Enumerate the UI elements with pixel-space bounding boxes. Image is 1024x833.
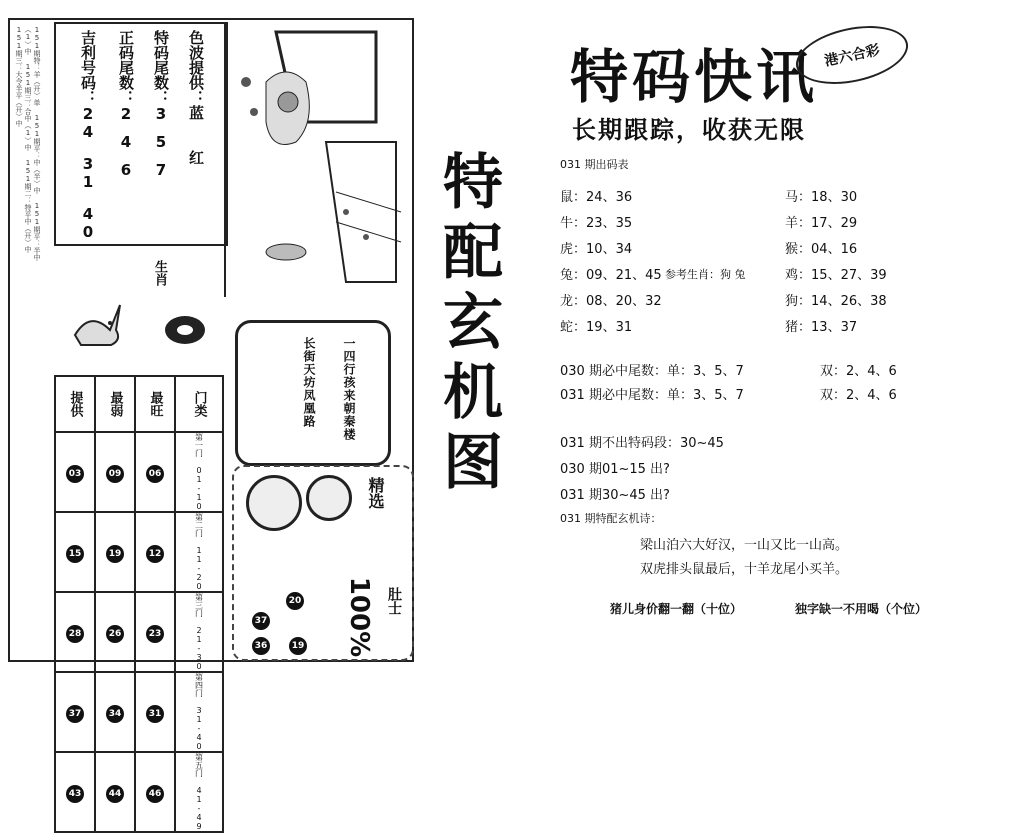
animal-badge: 生肖 [152,260,167,286]
table-title: 031 期出码表 [560,158,629,171]
info-block [54,22,228,246]
rat-icon [160,305,210,359]
zodiac-right-5: 猪：13、37 [785,320,858,335]
poem-line-2: 双虎排头鼠最后，十羊龙尾小买羊。 [640,562,849,577]
ref-zodiac: 参考生肖：狗 兔 [665,268,746,281]
tail-030-even: 双：2、4、6 [820,364,897,379]
poem-box-line-1: 一四行孩来朝秦楼 [342,337,356,441]
zodiac-left-4: 龙：08、20、32 [560,294,662,309]
info-col-4: 吉利号码：243140 [79,30,97,241]
subtitle: 长期跟踪，收获无限 [572,116,806,144]
big-label: 精选 [366,477,385,509]
tails-block [560,360,1000,410]
seg-1: 031 期不出特码段：30~45 [560,436,724,451]
note-0: 151期特：羊（开）单 [33,26,41,106]
rabbit-icon [65,295,125,359]
result-table [560,156,1000,336]
coin-ball: 37 [252,612,270,630]
tail-031-odd: 031 期必中尾数：单：3、5、7 [560,388,744,403]
gate-label: 第一门 01-10 [175,432,223,512]
footer [610,600,1010,624]
note-3: 151期三：合中（1）中 [24,63,32,151]
zodiac-right-3: 鸡：15、27、39 [785,268,887,283]
tiny-notes [14,26,41,276]
zodiac-right-0: 马：18、30 [785,190,858,205]
note-5: 151期三：大令半平（开）中 [15,26,23,127]
gate-hot-ball: 06 [146,465,164,483]
coin-ball: 19 [289,637,307,655]
poem-line-1: 梁山泊六大好汉，一山又比一山高。 [640,538,849,553]
gates-table-wrap [54,375,224,831]
info-col-1: 色波提供：蓝红 [187,30,205,165]
coin-icon [306,475,352,521]
seg-2: 030 期01~15 出? [560,462,670,477]
note-1: 151期平：中（半）中 [33,114,41,194]
pct-text: 100% [344,576,375,658]
tail-031-even: 双：2、4、6 [820,388,897,403]
zodiac-left-2: 虎：10、34 [560,242,633,257]
scroll-text: 肚士 [386,587,402,615]
info-col-3: 正码尾数：246 [117,30,135,179]
tail-030-odd: 030 期必中尾数：单：3、5、7 [560,364,744,379]
gate-row: 15 19 12 第二门 11-20 [55,512,223,592]
note-4: 151期二：特平中（开）中 [24,159,32,253]
coin-ball: 36 [252,637,270,655]
gate-head-tip: 提供 [55,376,95,432]
gate-weak-ball: 09 [106,465,124,483]
note-2: 151期平：半中（1）中 [24,26,41,261]
footer-2: 独字缺一不用喝（个位） [795,602,928,616]
cartoon-svg [226,22,410,297]
poem-box [235,320,391,466]
left-panel [8,18,414,831]
coin-ball: 20 [286,592,304,610]
gate-row: 37 34 31 第四门 31-40 [55,672,223,752]
seal-text: 港六合彩 [823,42,882,70]
cartoon-illustration [224,22,410,297]
gate-tip-ball: 03 [66,465,84,483]
gate-head-hot: 最旺 [135,376,175,432]
coin-icon [246,475,302,531]
zodiac-left-3: 兔：09、21、45 [560,268,662,283]
zodiac-left-1: 牛：23、35 [560,216,633,231]
footer-1: 猪儿身价翻一翻（十位） [610,602,743,616]
vertical-title: 特配玄机图 [433,150,503,500]
gate-head-weak: 最弱 [95,376,135,432]
seg-3: 031 期30~45 出? [560,488,670,503]
zodiac-left-0: 鼠：24、36 [560,190,633,205]
info-col-2: 特码尾数：357 [152,30,170,179]
gates-table [54,375,224,833]
segments-block [560,432,1000,577]
zodiac-right-2: 猴：04、16 [785,242,858,257]
gate-row: 28 26 23 第三门 21-30 [55,592,223,672]
main-title: 特码快讯 [570,43,819,111]
poem-title: 031 期特配玄机诗： [560,512,662,525]
gate-row: 43 44 46 第五门 41-49 [55,752,223,832]
right-panel [550,10,1010,660]
coin-area [232,465,414,661]
gate-row [55,432,223,512]
poem-box-line-2: 长街天坊凤凰路 [302,337,316,428]
zodiac-left-5: 蛇：19、31 [560,320,633,335]
zodiac-right-4: 狗：14、26、38 [785,294,887,309]
zodiac-right-1: 羊：17、29 [785,216,858,231]
gate-head-type: 门类 [175,376,223,432]
